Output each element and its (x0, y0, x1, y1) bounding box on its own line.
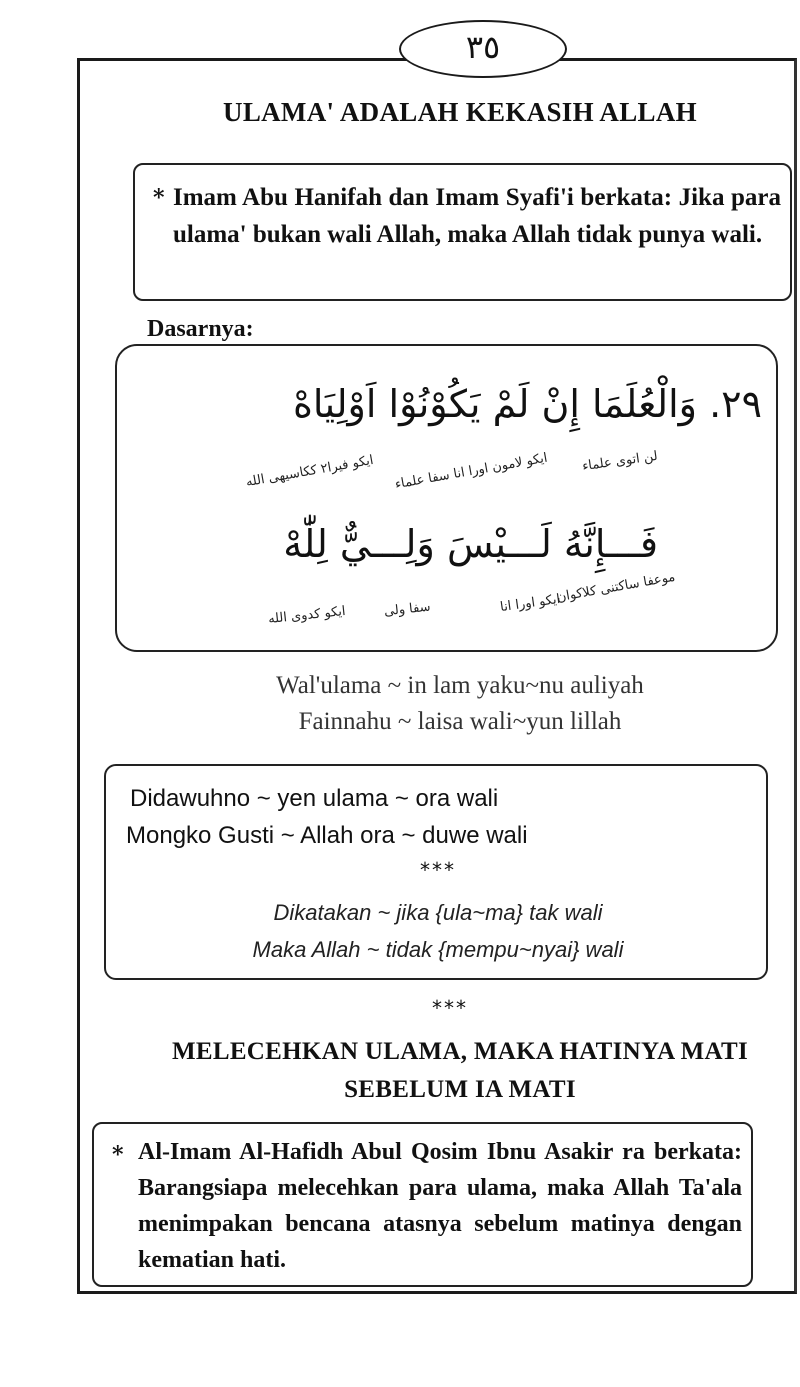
arabic-note: ايكو فيرا٢ ككاسيهى الله (244, 452, 375, 491)
section-title: ULAMA' ADALAH KEKASIH ALLAH (223, 97, 697, 127)
arabic-line-2: فَـــإِنَّهُ لَـــيْسَ وَلِـــيٌّ لِلّٰهْ (283, 522, 658, 566)
arabic-note: موعفا ساكتنى كلاكوان (555, 569, 677, 606)
javanese-line: Didawuhno ~ yen ulama ~ ora wali (130, 785, 499, 812)
transliteration-line: Fainnahu ~ laisa wali~yun lillah (298, 708, 622, 735)
quote-box (92, 1122, 753, 1287)
translation-box (104, 764, 768, 980)
arabic-line-1: ٢٩. وَالْعُلَمَا إِنْ لَمْ يَكُوْنُوْا اَوْلِيَاهْ (293, 382, 762, 426)
section-title: MELECEHKAN ULAMA, MAKA HATINYA MATI (171, 1038, 749, 1065)
bullet-marker: * (153, 185, 165, 211)
arabic-note: ايكو لامون اورا انا سفا علماء (393, 450, 549, 493)
quote-box (133, 163, 792, 301)
arabic-note: سفا ولى (383, 599, 432, 620)
indonesian-line: Maka Allah ~ tidak {mempu~nyai} wali (252, 937, 624, 962)
indonesian-line: Dikatakan ~ jika {ula~ma} tak wali (273, 900, 603, 925)
page-number: ٣٥ (399, 20, 567, 78)
arabic-note: ايكو اورا انا (498, 591, 561, 616)
separator-stars: *** (432, 996, 468, 1020)
arabic-verse-box (115, 344, 778, 652)
dasarnya-label: Dasarnya: (147, 316, 254, 342)
quote-text: Al-Imam Al-Hafidh Abul Qosim Ibnu Asakir ra berkata: Barangsiapa melecehkan para ulama, maka Allah Ta'ala menimpakan bencana atasnya sebelum matinya dengan kematian hati. (138, 1139, 742, 1273)
section-title: SEBELUM IA MATI (344, 1076, 576, 1103)
bullet-marker: * (112, 1142, 124, 1168)
separator-stars: *** (420, 858, 456, 882)
arabic-note: لن اتوى علماء (581, 448, 659, 475)
transliteration-line: Wal'ulama ~ in lam yaku~nu auliyah (276, 672, 644, 699)
arabic-note: ايكو كدوى الله (267, 603, 347, 628)
javanese-line: Mongko Gusti ~ Allah ora ~ duwe wali (126, 822, 528, 849)
quote-text: Imam Abu Hanifah dan Imam Syafi'i berkata: Jika para ulama' bukan wali Allah, maka Allah tidak punya wali. (173, 184, 781, 248)
